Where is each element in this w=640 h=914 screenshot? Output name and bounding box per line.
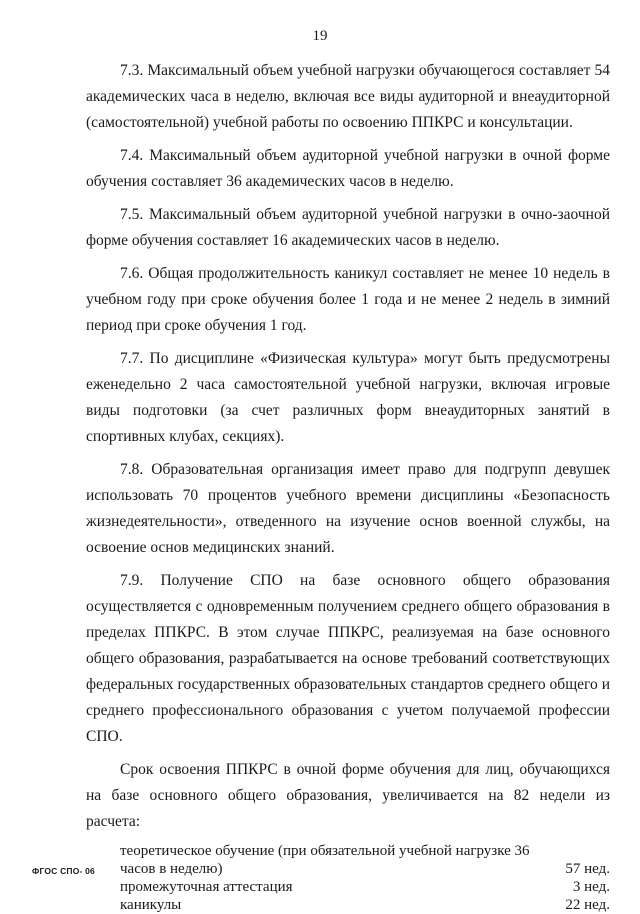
paragraph-7-7: 7.7. По дисциплине «Физическая культура» могут быть предусмотрены еженедельно 2 часа самостоятельной учебной нагрузки, включая игровые виды подготовки (за счет различных форм внеаудиторных занятий в спортивных клубах, секциях). xyxy=(86,350,610,445)
page-number: 19 xyxy=(312,28,328,44)
allocation-holidays-value: 22 нед. xyxy=(565,897,610,913)
paragraph-7-9: 7.9. Получение СПО на базе основного общего образования осуществляется с одновременным получением среднего общего образования в пределах ППКРС. В этом случае ППКРС, реализуемая на базе основного общего образования, разрабатывается на основе требований соответствующих федеральных государственных образовательных стандартов среднего общего и среднего профессионального образования с учетом получаемой профессии СПО. xyxy=(86,572,610,745)
allocation-row-intermediate xyxy=(120,878,610,896)
paragraph-7-3: 7.3. Максимальный объем учебной нагрузки обучающегося составляет 54 академических часа в неделю, включая все виды аудиторной и внеаудиторной (самостоятельной) учебной работы по освоению ППКРС и консультации. xyxy=(86,62,610,131)
allocation-theory-label-line2: часов в неделю) xyxy=(120,861,223,877)
footer-code: ФГОС СПО- 06 xyxy=(32,866,95,876)
allocation-row-theory xyxy=(120,842,610,878)
allocation-intermediate-label: промежуточная аттестация xyxy=(120,879,293,895)
allocation-row-holidays xyxy=(120,896,610,914)
paragraph-7-6: 7.6. Общая продолжительность каникул составляет не менее 10 недель в учебном году при сроке обучения более 1 года и не менее 2 недель в зимний период при сроке обучения 1 год. xyxy=(86,265,610,334)
document-body xyxy=(86,58,610,914)
allocation-theory-value: 57 нед. xyxy=(565,861,610,877)
allocation-holidays-label: каникулы xyxy=(120,897,182,913)
allocation-theory-label-line1: теоретическое обучение (при обязательной учебной нагрузке 36 xyxy=(120,843,530,859)
paragraph-7-4: 7.4. Максимальный объем аудиторной учебной нагрузки в очной форме обучения составляет 36 академических часов в неделю. xyxy=(86,147,610,190)
paragraph-7-5: 7.5. Максимальный объем аудиторной учебной нагрузки в очно-заочной форме обучения составляет 16 академических часов в неделю. xyxy=(86,206,610,249)
allocation-intermediate-value: 3 нед. xyxy=(572,879,610,895)
allocation-list xyxy=(120,842,610,914)
paragraph-duration: Срок освоения ППКРС в очной форме обучения для лиц, обучающихся на базе основного общего образования, увеличивается на 82 недели из расчета: xyxy=(86,761,610,830)
paragraph-7-8: 7.8. Образовательная организация имеет право для подгрупп девушек использовать 70 процентов учебного времени дисциплины «Безопасность жизнедеятельности», отведенного на изучение основ военной службы, на освоение основ медицинских знаний. xyxy=(86,461,610,556)
